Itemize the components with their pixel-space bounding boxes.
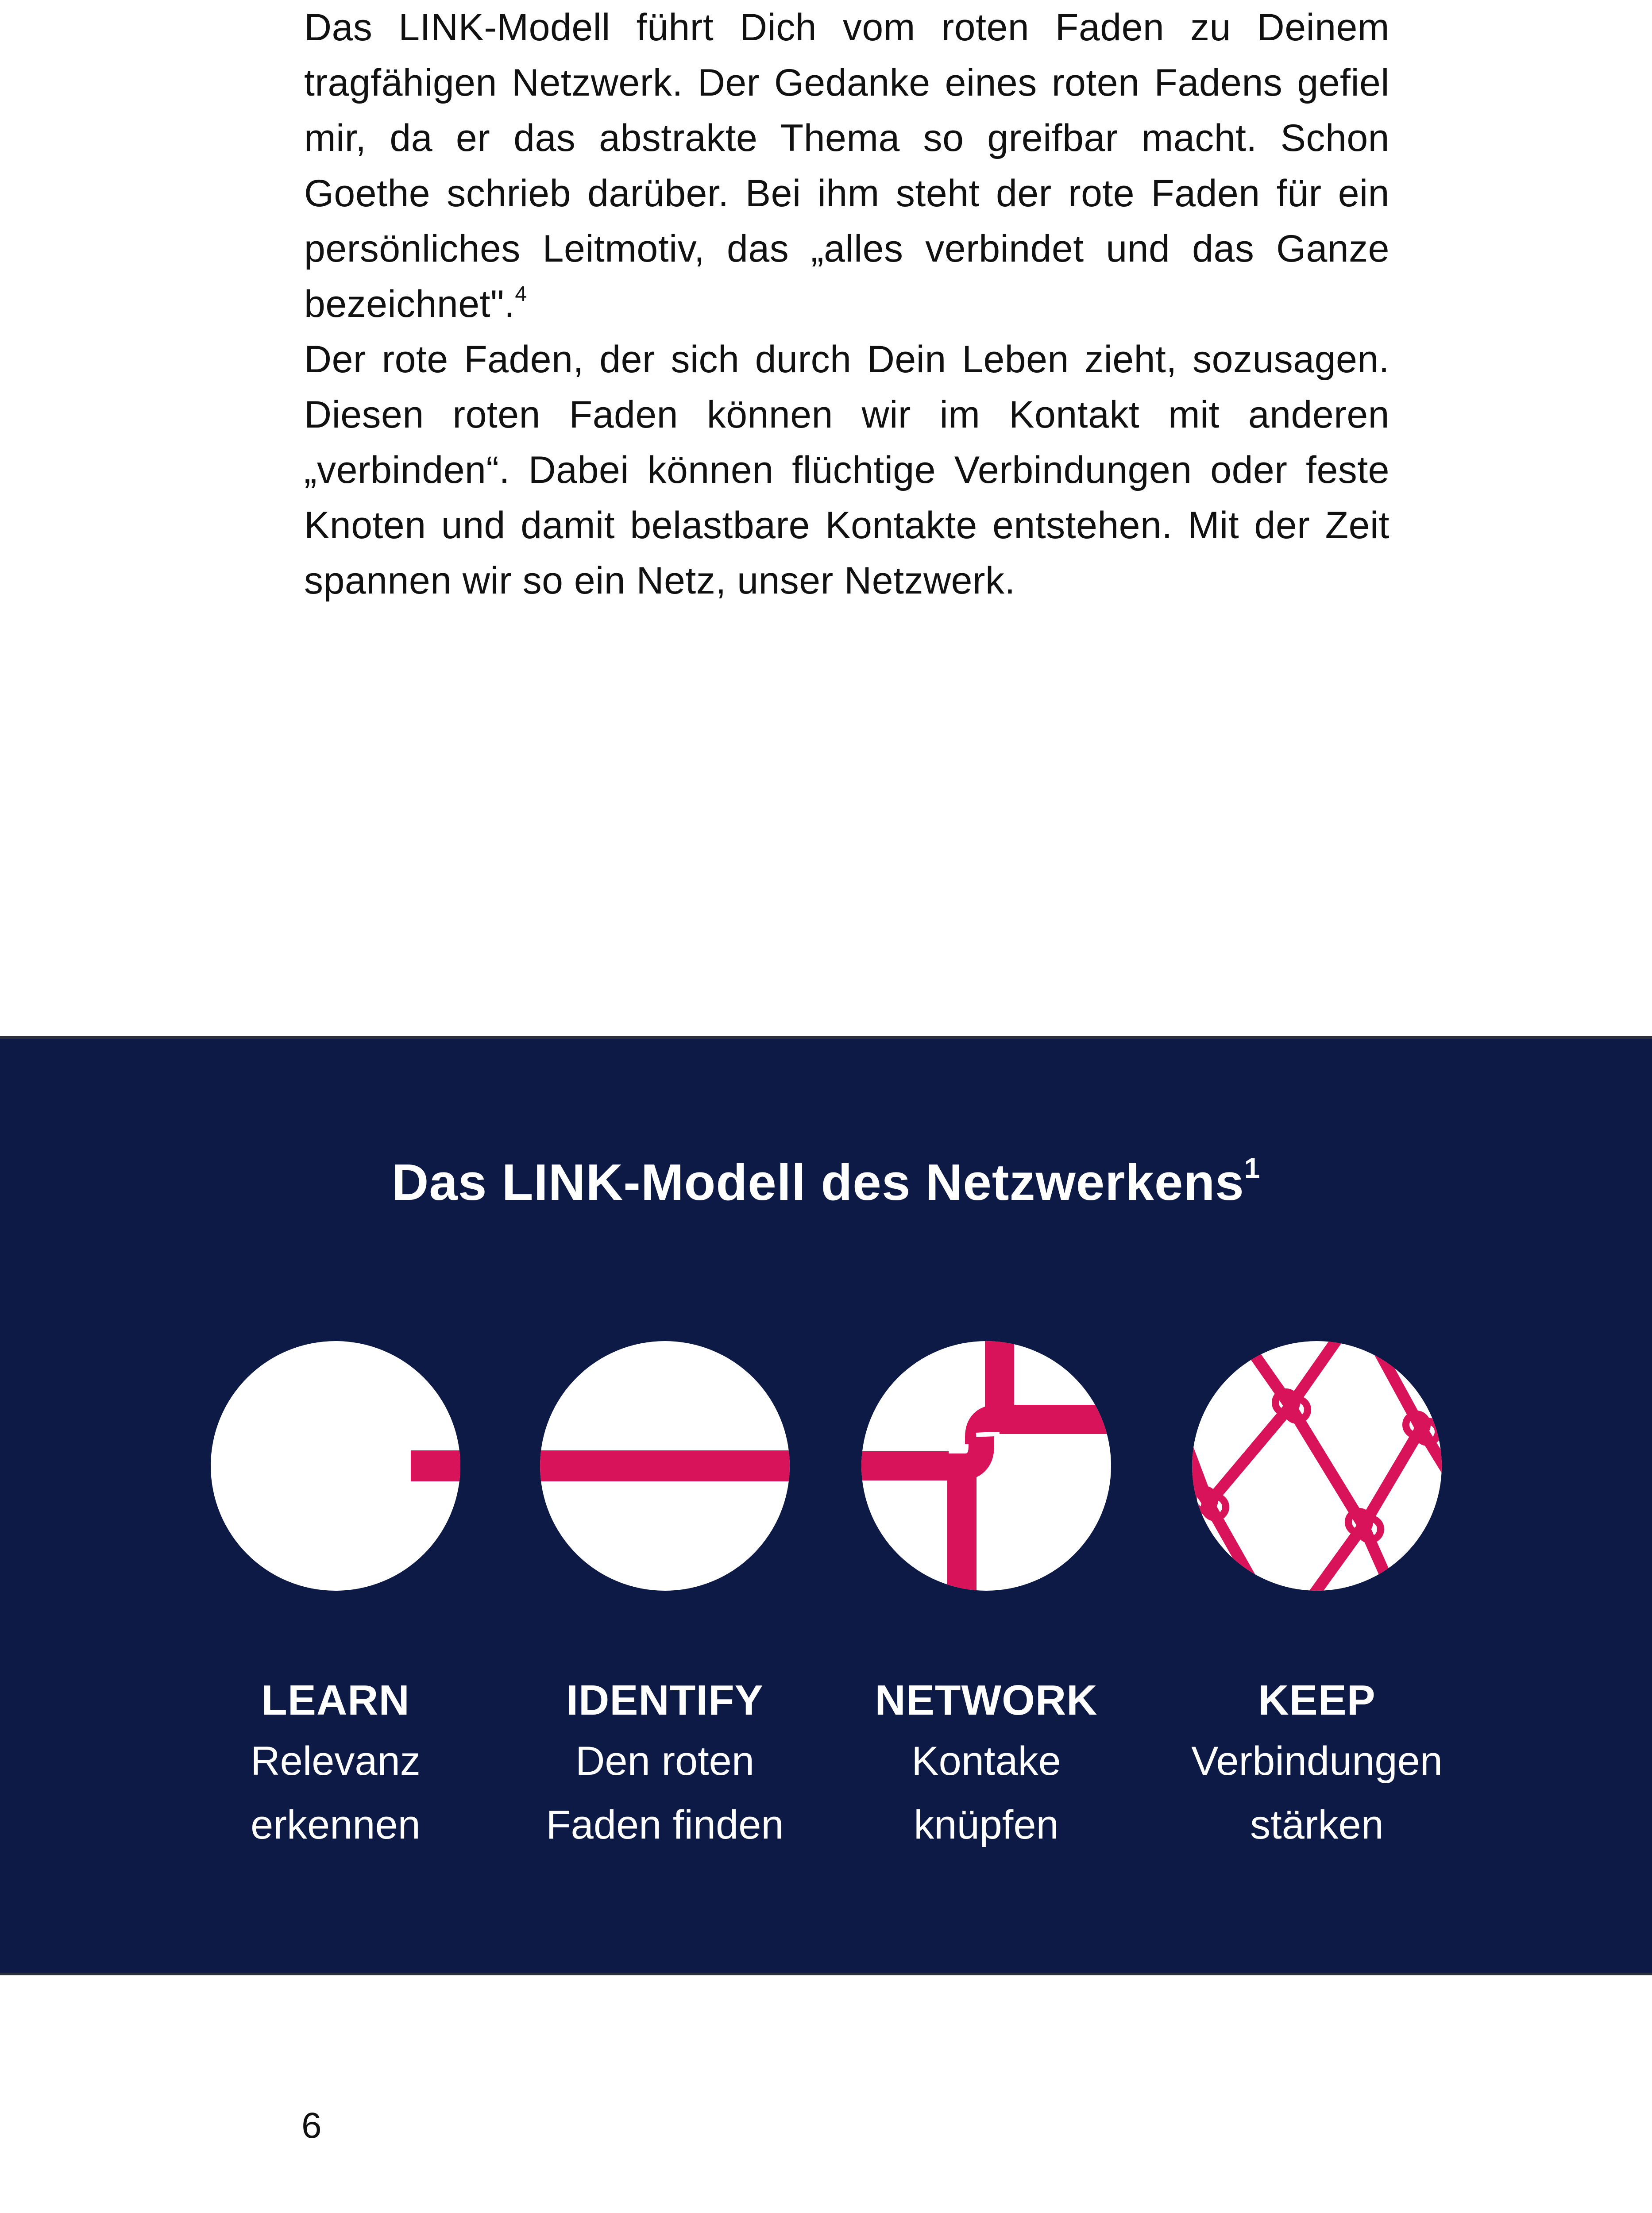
step-keep bbox=[1149, 1340, 1485, 1857]
thread-start-icon bbox=[209, 1340, 462, 1592]
panel-title-text: Das LINK-Modell des Netzwerkens bbox=[391, 1153, 1244, 1211]
step-desc-network-2: knüpfen bbox=[914, 1802, 1059, 1847]
step-desc-learn-1: Relevanz bbox=[251, 1739, 421, 1784]
step-learn bbox=[167, 1340, 504, 1857]
paragraph-1-text: Das LINK-Modell führt Dich vom roten Faden zu Deinem tragfähigen Netzwerk. Der Gedanke eines roten Fadens gefiel mir, da er das abstrakte Thema so greifbar macht. Schon Goethe schrieb darüber. Bei ihm steht der rote Faden für ein persönliches Leitmotiv, das „alles verbindet und das Ganze bezeichnet". bbox=[304, 6, 1390, 325]
step-label-keep: KEEP bbox=[1258, 1677, 1376, 1724]
panel-title-footnote: 1 bbox=[1244, 1152, 1261, 1184]
step-desc-identify-2: Faden finden bbox=[546, 1802, 784, 1847]
step-network bbox=[818, 1340, 1154, 1857]
paragraph-2: Der rote Faden, der sich durch Dein Leben zieht, sozusagen. Diesen roten Faden können wir im Kontakt mit anderen „verbinden“. Dabei können flüchtige Verbindungen oder feste Knoten und damit belastbare Kontakte entstehen. Mit der Zeit spannen wir so ein Netz, unser Netzwerk. bbox=[304, 338, 1390, 602]
paragraph-1 bbox=[304, 0, 1390, 332]
step-label-learn: LEARN bbox=[261, 1677, 410, 1724]
footnote-marker: 4 bbox=[515, 282, 527, 306]
step-label-identify: IDENTIFY bbox=[566, 1677, 764, 1724]
panel-title bbox=[0, 1153, 1652, 1212]
step-desc-learn-2: erkennen bbox=[251, 1802, 421, 1847]
step-identify bbox=[497, 1340, 833, 1857]
thread-line-icon bbox=[539, 1340, 791, 1592]
step-desc-keep-2: stärken bbox=[1250, 1802, 1384, 1847]
page-number: 6 bbox=[301, 2105, 322, 2146]
link-model-panel bbox=[0, 1036, 1652, 1975]
step-desc-identify-1: Den roten bbox=[575, 1739, 755, 1784]
body-text bbox=[304, 0, 1390, 609]
step-desc-keep-1: Verbindungen bbox=[1191, 1739, 1443, 1784]
step-desc-network-1: Kontake bbox=[911, 1739, 1061, 1784]
thread-net-icon bbox=[1191, 1340, 1443, 1592]
step-label-network: NETWORK bbox=[875, 1677, 1098, 1724]
thread-knot-icon bbox=[860, 1340, 1112, 1592]
